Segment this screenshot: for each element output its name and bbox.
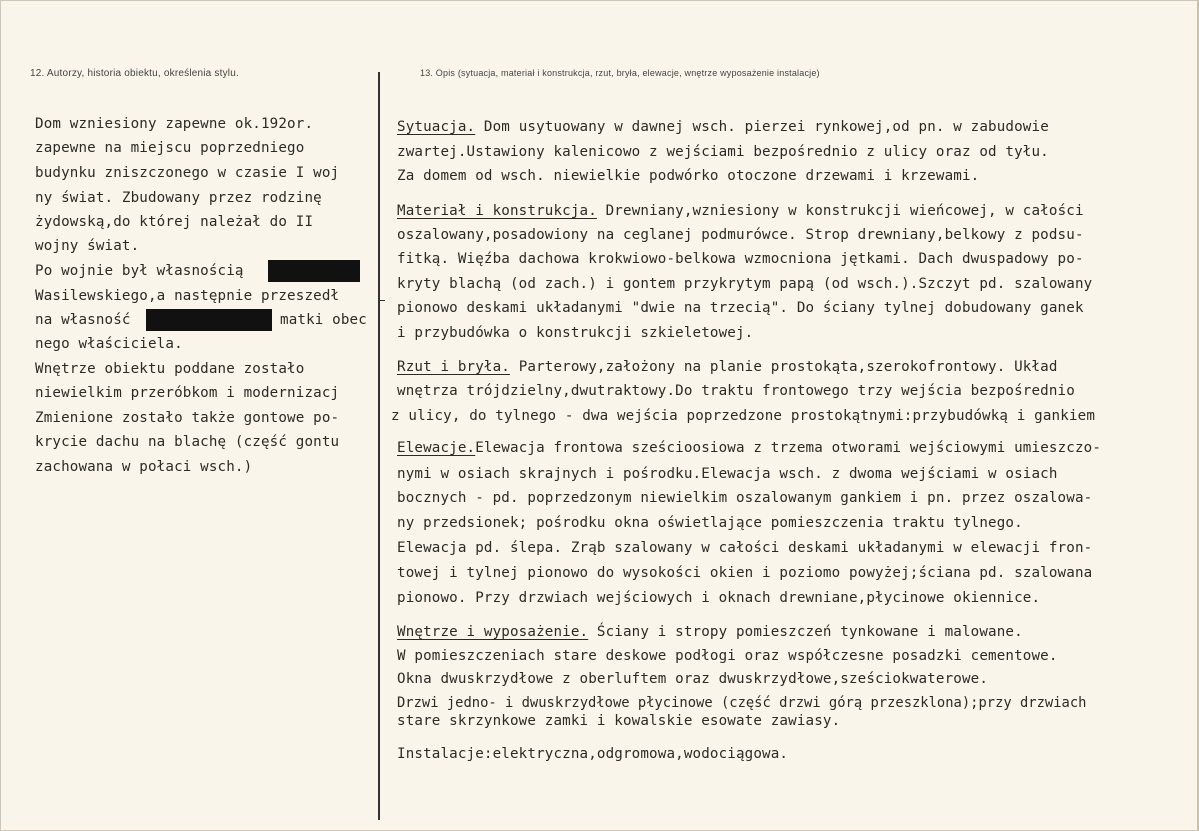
left-line: krycie dachu na blachę (część gontu: [35, 434, 340, 450]
section-elewacje-line: bocznych - pd. poprzedzonym niewielkim oszalowanym gankiem i pn. przez oszalowa-: [397, 490, 1093, 506]
right-column-header: 13. Opis (sytuacja, materiał i konstrukcja, rzut, bryła, elewacje, wnętrze wyposażenie instalacje): [420, 68, 820, 78]
section-sytuacja-line: zwartej.Ustawiony kalenicowo z wejściami bezpośrednio z ulicy oraz od tyłu.: [397, 144, 1049, 160]
left-column-header: 12. Autorzy, historia obiektu, określenia stylu.: [30, 68, 239, 79]
section-heading: Rzut i bryła.: [397, 359, 510, 375]
section-elewacje-line: Elewacja pd. ślepa. Zrąb szalowany w całości deskami układanymi w elewacji fron-: [397, 540, 1093, 556]
section-elewacje-line: towej i tylnej pionowo do wysokości okien i poziomo powyżej;ściana pd. szalowana: [397, 565, 1093, 581]
section-material-line: fitką. Więźba dachowa krokwiowo-belkowa wzmocniona jętkami. Dach dwuspadowy po-: [397, 251, 1084, 267]
section-rzut-line: wnętrza trójdzielny,dwutraktowy.Do traktu frontowego trzy wejścia bezpośrednio: [397, 383, 1075, 399]
left-line: Wnętrze obiektu poddane zostało: [35, 361, 305, 377]
left-line: ny świat. Zbudowany przez rodzinę: [35, 190, 322, 206]
left-line: nego właściciela.: [35, 336, 183, 352]
section-wnetrze-line: stare skrzynkowe zamki i kowalskie esowate zawiasy.: [397, 713, 841, 729]
section-elewacje-line: nymi w osiach skrajnych i pośrodku.Elewacja wsch. z dwoma wejściami w osiach: [397, 466, 1058, 482]
redaction-box: [268, 260, 360, 282]
section-elewacje-line: ny przedsionek; pośrodku okna oświetlające pomieszczenia traktu tylnego.: [397, 515, 1023, 531]
section-rzut-line: z ulicy, do tylnego - dwa wejścia poprzedzone prostokątnymi:przybudówką i gankiem: [391, 408, 1096, 424]
section-material-line: Materiał i konstrukcja. Drewniany,wzniesiony w konstrukcji wieńcowej, w całości: [397, 203, 1084, 219]
left-line: Po wojnie był własnością: [35, 263, 244, 279]
section-elewacje-line: pionowo. Przy drzwiach wejściowych i oknach drewniane,płycinowe okiennice.: [397, 590, 1041, 606]
section-heading: Sytuacja.: [397, 119, 476, 135]
section-wnetrze-line: Okna dwuskrzydłowe z oberluftem oraz dwuskrzydłowe,sześciokwaterowe.: [397, 671, 989, 687]
left-line: zachowana w połaci wsch.): [35, 459, 253, 475]
left-line: budynku zniszczonego w czasie I woj: [35, 165, 340, 181]
left-line: Zmienione zostało także gontowe po-: [35, 410, 340, 426]
left-line: matki obec: [280, 312, 367, 328]
section-wnetrze-line: Drzwi jedno- i dwuskrzydłowe płycinowe (część drzwi górą przeszklona);przy drzwiach: [397, 695, 1087, 711]
section-rzut-line: Rzut i bryła. Parterowy,założony na planie prostokąta,szerokofrontowy. Układ: [397, 359, 1058, 375]
left-line: żydowską,do której należał do II: [35, 214, 314, 230]
section-heading: Wnętrze i wyposażenie.: [397, 624, 589, 640]
redaction-box: [146, 309, 272, 331]
left-line: na własność: [35, 312, 131, 328]
section-material-line: kryty blachą (od zach.) i gontem przykrytym papą (od wsch.).Szczyt pd. szalowany: [397, 276, 1093, 292]
left-line: niewielkim przeróbkom i modernizacj: [35, 385, 340, 401]
left-line: Dom wzniesiony zapewne ok.192or.: [35, 116, 314, 132]
left-line: zapewne na miejscu poprzedniego: [35, 140, 305, 156]
left-line: Wasilewskiego,a następnie przeszedł: [35, 288, 340, 304]
section-elewacje-line: Elewacje.Elewacja frontowa sześcioosiowa z trzema otworami wejściowymi umieszczo-: [397, 440, 1102, 456]
column-divider: [378, 72, 380, 820]
left-line: wojny świat.: [35, 238, 140, 254]
section-wnetrze-line: Wnętrze i wyposażenie. Ściany i stropy pomieszczeń tynkowane i malowane.: [397, 624, 1023, 640]
section-material-line: pionowo deskami układanymi "dwie na trzecią". Do ściany tylnej dobudowany ganek: [397, 300, 1084, 316]
section-sytuacja-line: Za domem od wsch. niewielkie podwórko otoczone drzewami i krzewami.: [397, 168, 980, 184]
divider-tick: [380, 300, 385, 301]
section-sytuacja-line: Sytuacja. Dom usytuowany w dawnej wsch. pierzei rynkowej,od pn. w zabudowie: [397, 119, 1049, 135]
section-material-line: i przybudówka o konstrukcji szkieletowej.: [397, 325, 754, 341]
section-wnetrze-line: W pomieszczeniach stare deskowe podłogi oraz współczesne posadzki cementowe.: [397, 648, 1058, 664]
section-instalacje-line: Instalacje:elektryczna,odgromowa,wodociągowa.: [397, 746, 789, 762]
section-material-line: oszalowany,posadowiony na ceglanej podmurówce. Strop drewniany,belkowy z podsu-: [397, 227, 1084, 243]
section-heading: Materiał i konstrukcja.: [397, 203, 597, 219]
section-heading: Elewacje.: [397, 440, 476, 456]
